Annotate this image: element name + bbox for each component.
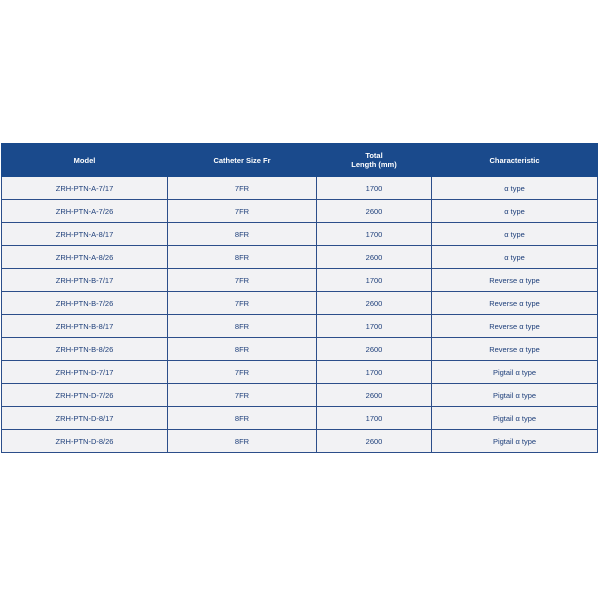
model-cell: ZRH-PTN-D-7/17 — [2, 361, 168, 384]
table-row — [2, 200, 598, 223]
characteristic-cell: α type — [432, 200, 598, 223]
catheter-size-cell: 8FR — [168, 246, 317, 269]
catheter-size-cell: 7FR — [168, 177, 317, 200]
catheter-size-cell: 8FR — [168, 430, 317, 453]
total-length-cell: 2600 — [317, 384, 432, 407]
catheter-size-cell: 8FR — [168, 315, 317, 338]
table-body — [2, 177, 598, 453]
total-length-cell: 2600 — [317, 200, 432, 223]
catheter-size-cell: 7FR — [168, 361, 317, 384]
table-row — [2, 177, 598, 200]
catheter-size-cell: 7FR — [168, 269, 317, 292]
table-row — [2, 338, 598, 361]
model-cell: ZRH-PTN-A-8/17 — [2, 223, 168, 246]
header-row — [2, 144, 598, 177]
header-model: Model — [2, 144, 168, 177]
catheter-size-cell: 8FR — [168, 407, 317, 430]
table-header — [2, 144, 598, 177]
model-cell: ZRH-PTN-B-8/26 — [2, 338, 168, 361]
total-length-cell: 1700 — [317, 407, 432, 430]
total-length-cell: 2600 — [317, 338, 432, 361]
characteristic-cell: α type — [432, 246, 598, 269]
characteristic-cell: Pigtail α type — [432, 361, 598, 384]
catheter-size-cell: 7FR — [168, 384, 317, 407]
total-length-cell: 2600 — [317, 430, 432, 453]
characteristic-cell: α type — [432, 223, 598, 246]
model-cell: ZRH-PTN-A-7/26 — [2, 200, 168, 223]
model-cell: ZRH-PTN-A-7/17 — [2, 177, 168, 200]
header-catheter-size: Catheter Size Fr — [168, 144, 317, 177]
table-row — [2, 292, 598, 315]
table-row — [2, 223, 598, 246]
catheter-size-cell: 7FR — [168, 200, 317, 223]
characteristic-cell: Pigtail α type — [432, 384, 598, 407]
total-length-cell: 1700 — [317, 177, 432, 200]
total-length-cell: 2600 — [317, 246, 432, 269]
total-length-cell: 1700 — [317, 361, 432, 384]
model-cell: ZRH-PTN-B-7/17 — [2, 269, 168, 292]
table-row — [2, 430, 598, 453]
total-length-cell: 1700 — [317, 315, 432, 338]
model-cell: ZRH-PTN-D-8/17 — [2, 407, 168, 430]
header-total-length: Total Length (mm) — [317, 144, 432, 177]
characteristic-cell: Reverse α type — [432, 292, 598, 315]
total-length-cell: 2600 — [317, 292, 432, 315]
table-row — [2, 315, 598, 338]
table-row — [2, 407, 598, 430]
model-cell: ZRH-PTN-B-7/26 — [2, 292, 168, 315]
total-length-cell: 1700 — [317, 223, 432, 246]
header-characteristic: Characteristic — [432, 144, 598, 177]
characteristic-cell: α type — [432, 177, 598, 200]
table-row — [2, 269, 598, 292]
characteristic-cell: Reverse α type — [432, 315, 598, 338]
catheter-size-cell: 8FR — [168, 223, 317, 246]
total-length-cell: 1700 — [317, 269, 432, 292]
catheter-size-cell: 7FR — [168, 292, 317, 315]
model-cell: ZRH-PTN-B-8/17 — [2, 315, 168, 338]
product-spec-table-container — [1, 143, 597, 453]
model-cell: ZRH-PTN-D-8/26 — [2, 430, 168, 453]
characteristic-cell: Reverse α type — [432, 338, 598, 361]
table-row — [2, 361, 598, 384]
model-cell: ZRH-PTN-D-7/26 — [2, 384, 168, 407]
characteristic-cell: Reverse α type — [432, 269, 598, 292]
characteristic-cell: Pigtail α type — [432, 407, 598, 430]
characteristic-cell: Pigtail α type — [432, 430, 598, 453]
model-cell: ZRH-PTN-A-8/26 — [2, 246, 168, 269]
product-spec-table — [1, 143, 598, 453]
table-row — [2, 246, 598, 269]
table-row — [2, 384, 598, 407]
catheter-size-cell: 8FR — [168, 338, 317, 361]
